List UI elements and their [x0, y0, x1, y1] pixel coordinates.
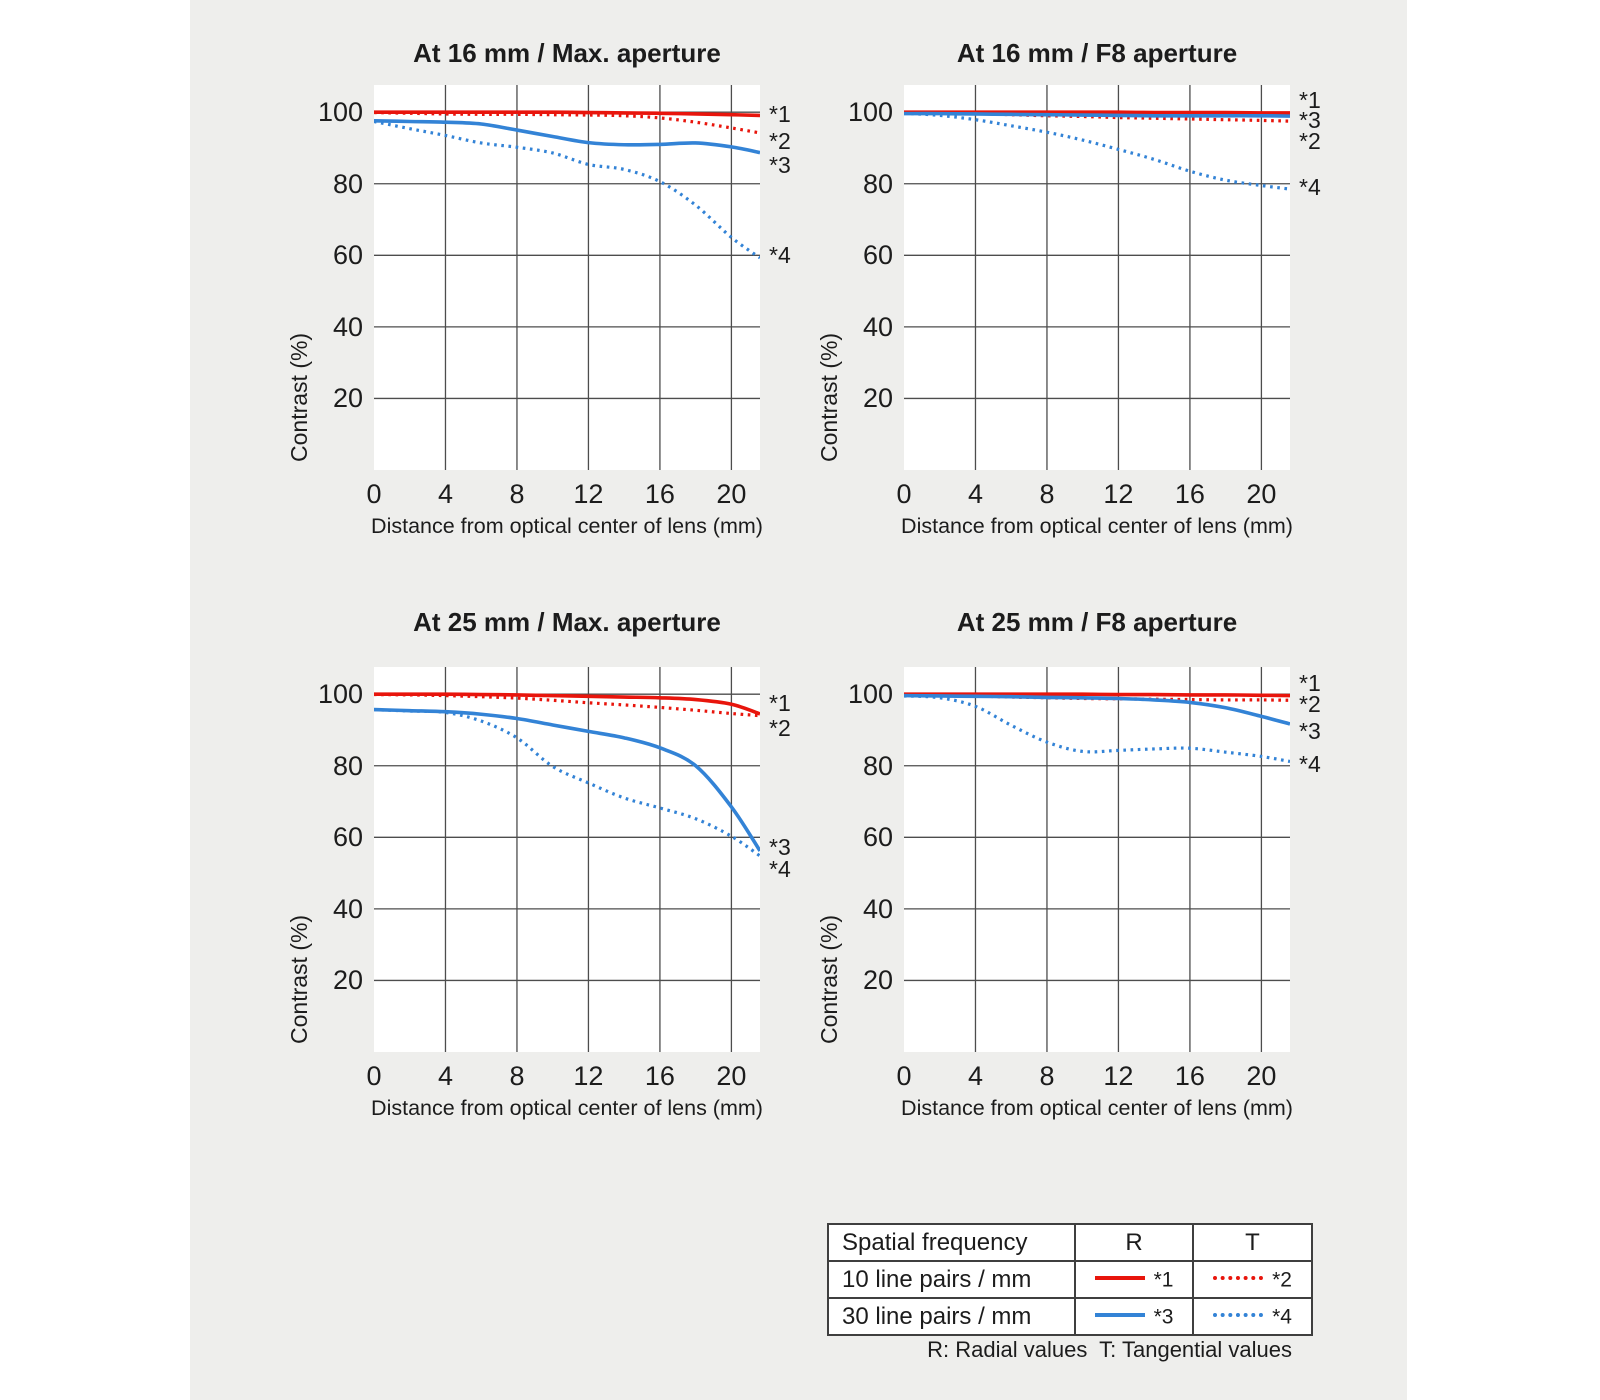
- series-star4-curve: [904, 696, 1290, 761]
- series-annotation-star3: *3: [769, 833, 791, 860]
- legend-row-30lp: [828, 1298, 1312, 1335]
- series-star3-curve: [374, 121, 760, 153]
- chart-16mm-f8-aperture: [816, 38, 1321, 538]
- legend-label-30lp: 30 line pairs / mm: [828, 1298, 1075, 1335]
- y-tick-label-100: 100: [317, 97, 363, 128]
- red-solid-line-sample: [1095, 1276, 1145, 1280]
- series-annotation-star3: *3: [1299, 106, 1321, 133]
- chart-title: At 25 mm / Max. aperture: [413, 607, 721, 637]
- chart-16mm-max-aperture: [286, 38, 791, 538]
- y-axis-title: Contrast (%): [816, 914, 842, 1044]
- x-tick-label-0: 0: [366, 479, 382, 509]
- x-tick-label-0: 0: [366, 1061, 382, 1091]
- x-tick-label-4: 4: [967, 479, 983, 509]
- y-tick-label-60: 60: [862, 822, 893, 853]
- series-star3-curve: [904, 114, 1290, 117]
- legend-label-10lp: 10 line pairs / mm: [828, 1261, 1075, 1298]
- series-star4-curve: [374, 710, 760, 856]
- y-axis-title: Contrast (%): [816, 332, 842, 462]
- y-tick-label-60: 60: [332, 240, 363, 271]
- x-tick-label-16: 16: [644, 479, 675, 509]
- x-tick-label-20: 20: [716, 1061, 747, 1091]
- x-tick-label-20: 20: [1246, 479, 1277, 509]
- x-tick-label-16: 16: [1174, 479, 1205, 509]
- x-axis-title: Distance from optical center of lens (mm): [901, 1096, 1293, 1120]
- x-tick-label-0: 0: [896, 1061, 912, 1091]
- x-tick-label-12: 12: [1103, 479, 1134, 509]
- series-annotation-star1: *1: [1299, 87, 1321, 114]
- red-dotted-line-sample: [1213, 1276, 1263, 1280]
- x-tick-label-12: 12: [573, 1061, 604, 1091]
- y-tick-label-40: 40: [862, 311, 893, 342]
- x-tick-label-16: 16: [1174, 1061, 1205, 1091]
- legend-sample-cell: [1075, 1298, 1193, 1335]
- x-tick-label-8: 8: [1039, 479, 1055, 509]
- y-tick-label-20: 20: [332, 383, 363, 414]
- series-annotation-star2: *2: [1299, 691, 1321, 718]
- x-tick-label-4: 4: [967, 1061, 983, 1091]
- series-annotation-star1: *1: [769, 689, 791, 716]
- x-tick-label-20: 20: [1246, 1061, 1277, 1091]
- y-axis-title: Contrast (%): [286, 914, 312, 1044]
- x-tick-label-20: 20: [716, 479, 747, 509]
- series-annotation-star4: *4: [1299, 173, 1321, 200]
- series-annotation-star2: *2: [1299, 127, 1321, 154]
- series-ref: *2: [1272, 1268, 1292, 1292]
- x-tick-label-8: 8: [509, 479, 525, 509]
- y-tick-label-80: 80: [862, 750, 893, 781]
- series-annotation-star2: *2: [769, 714, 791, 741]
- chart-25mm-f8-aperture: [816, 607, 1321, 1120]
- gridlines: [904, 667, 1290, 1052]
- y-tick-label-20: 20: [332, 965, 363, 996]
- series-star4-curve: [904, 113, 1290, 189]
- plot-area: [904, 667, 1290, 1052]
- y-axis-title: Contrast (%): [286, 332, 312, 462]
- plot-area: [374, 667, 760, 1052]
- x-axis-title: Distance from optical center of lens (mm): [901, 514, 1293, 538]
- y-tick-label-60: 60: [332, 822, 363, 853]
- series-annotation-star3: *3: [1299, 718, 1321, 745]
- legend-header-spatial-frequency: Spatial frequency: [828, 1224, 1075, 1261]
- chart-25mm-max-aperture: [286, 607, 791, 1120]
- series-annotation-star3: *3: [769, 152, 791, 179]
- legend-sample-cell: [1075, 1261, 1193, 1298]
- series-annotation-star4: *4: [1299, 750, 1321, 777]
- legend-row-10lp: [828, 1261, 1312, 1298]
- series-star3-curve: [374, 710, 760, 851]
- y-tick-label-100: 100: [317, 679, 363, 710]
- series-annotation-star2: *2: [769, 128, 791, 155]
- legend-header-tangential: T: [1193, 1224, 1312, 1261]
- chart-title: At 25 mm / F8 aperture: [956, 607, 1238, 637]
- series-star3-curve: [904, 696, 1290, 724]
- x-tick-label-16: 16: [644, 1061, 675, 1091]
- x-tick-label-8: 8: [509, 1061, 525, 1091]
- series-ref: *1: [1153, 1268, 1174, 1292]
- chart-title: At 16 mm / F8 aperture: [956, 38, 1238, 68]
- y-tick-label-100: 100: [847, 679, 893, 710]
- x-tick-label-4: 4: [437, 1061, 453, 1091]
- legend-footnote: R: Radial values T: Tangential values: [927, 1337, 1292, 1362]
- y-tick-label-80: 80: [332, 750, 363, 781]
- y-tick-label-20: 20: [862, 965, 893, 996]
- legend-header-row: [828, 1224, 1312, 1261]
- legend-table: [827, 1223, 1313, 1336]
- series-annotation-star1: *1: [769, 101, 791, 128]
- plot-area: [904, 85, 1290, 470]
- x-tick-label-0: 0: [896, 479, 912, 509]
- legend-sample-cell: [1193, 1261, 1312, 1298]
- series-ref: *3: [1153, 1305, 1174, 1329]
- blue-dotted-line-sample: [1213, 1313, 1263, 1317]
- chart-title: At 16 mm / Max. aperture: [413, 38, 721, 68]
- gridlines: [374, 667, 760, 1052]
- blue-solid-line-sample: [1095, 1313, 1145, 1317]
- y-tick-label-80: 80: [332, 168, 363, 199]
- y-tick-label-80: 80: [862, 168, 893, 199]
- series-annotation-star4: *4: [769, 855, 791, 882]
- y-tick-label-40: 40: [862, 893, 893, 924]
- x-axis-title: Distance from optical center of lens (mm): [371, 1096, 763, 1120]
- x-tick-label-4: 4: [437, 479, 453, 509]
- y-tick-label-20: 20: [862, 383, 893, 414]
- y-tick-label-100: 100: [847, 97, 893, 128]
- legend-sample-cell: [1193, 1298, 1312, 1335]
- legend-header-radial: R: [1075, 1224, 1193, 1261]
- x-axis-title: Distance from optical center of lens (mm): [371, 514, 763, 538]
- series-annotation-star4: *4: [769, 242, 791, 269]
- series-annotation-star1: *1: [1299, 670, 1321, 697]
- y-tick-label-40: 40: [332, 311, 363, 342]
- x-tick-label-12: 12: [1103, 1061, 1134, 1091]
- series-ref: *4: [1272, 1305, 1292, 1329]
- x-tick-label-12: 12: [573, 479, 604, 509]
- x-tick-label-8: 8: [1039, 1061, 1055, 1091]
- y-tick-label-40: 40: [332, 893, 363, 924]
- plot-area: [374, 85, 760, 470]
- y-tick-label-60: 60: [862, 240, 893, 271]
